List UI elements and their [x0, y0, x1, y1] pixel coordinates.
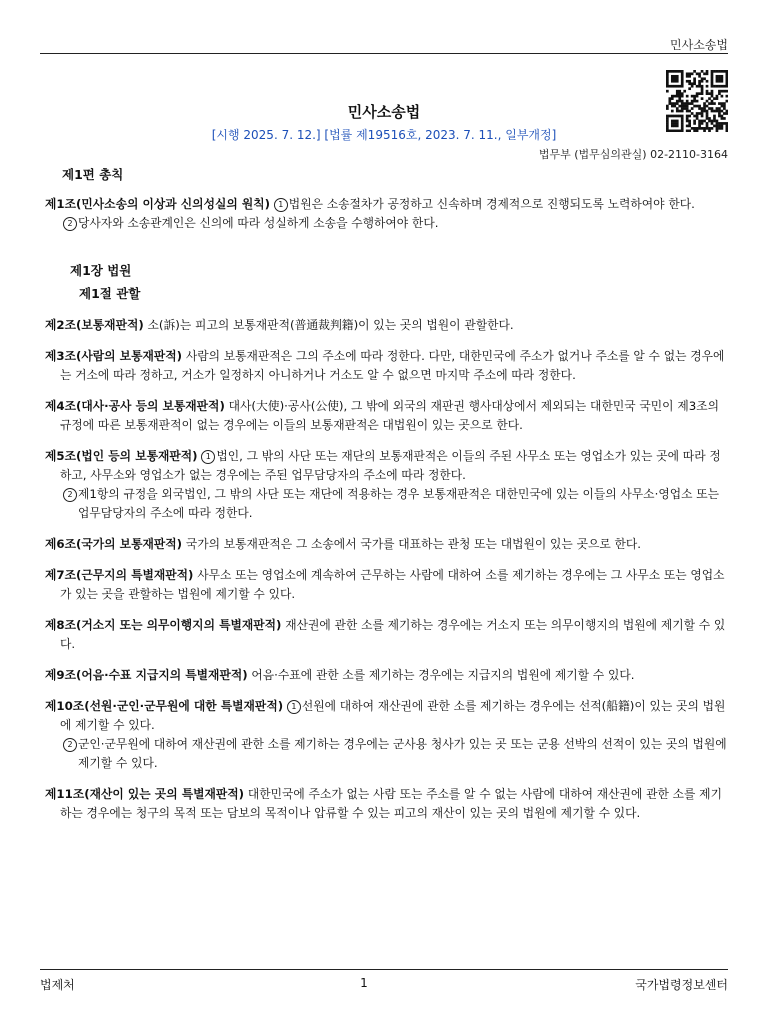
article-title: 제10조(선원·군인·군무원에 대한 특별재판적)	[45, 699, 284, 713]
article-paragraph	[45, 697, 730, 735]
section-heading: 제1절 관할	[79, 286, 141, 301]
article-title: 제1조(민사소송의 이상과 신의성실의 원칙)	[45, 197, 271, 211]
article-1	[45, 195, 730, 233]
article-text: 군인·군무원에 대하여 재산권에 관한 소를 제기하는 경우에는 군사용 청사가 있는 곳 또는 군용 선박의 선적이 있는 곳의 법원에 제기할 수 있다.	[78, 737, 727, 770]
paragraph-number: 2	[63, 738, 77, 752]
header-law-name: 민사소송법	[670, 38, 728, 52]
article-paragraph	[45, 316, 730, 335]
article-text: 제1항의 규정을 외국법인, 그 밖의 사단 또는 재단에 적용하는 경우 보통재판적은 대한민국에 있는 이들의 사무소·영업소 또는 업무담당자의 주소에 따라 정한다.	[78, 487, 720, 520]
article-text: 법인, 그 밖의 사단 또는 재단의 보통재판적은 이들의 주된 사무소 또는 영업소가 있는 곳에 따라 정하고, 사무소와 영업소가 없는 경우에는 주된 업무담당자의 주소에 따라 정한다.	[60, 449, 721, 482]
article-7	[45, 566, 730, 604]
article-title: 제2조(보통재판적)	[45, 318, 144, 332]
article-paragraph	[45, 735, 730, 773]
article-title: 제6조(국가의 보통재판적)	[45, 537, 183, 551]
paragraph-number: 2	[63, 217, 77, 231]
header-divider	[40, 53, 728, 54]
article-10	[45, 697, 730, 773]
article-paragraph	[45, 666, 730, 685]
article-text: 법원은 소송절차가 공정하고 신속하며 경제적으로 진행되도록 노력하여야 한다.	[288, 197, 695, 211]
paragraph-number: 2	[63, 488, 77, 502]
article-text: 국가의 보통재판적은 그 소송에서 국가를 대표하는 관청 또는 대법원이 있는 곳으로 한다.	[185, 537, 642, 551]
part-heading: 제1편 총칙	[62, 167, 124, 182]
article-paragraph	[45, 616, 730, 654]
footer-center-name: 국가법령정보센터	[635, 978, 728, 992]
article-text: 사람의 보통재판적은 그의 주소에 따라 정한다. 다만, 대한민국에 주소가 없거나 주소를 알 수 없는 경우에는 거소에 따라 정하고, 거소가 일정하지 아니하거나 거소도 알 수 없으면 마지막 주소에 따라 정한다.	[60, 349, 725, 382]
article-text: 당사자와 소송관계인은 신의에 따라 성실하게 소송을 수행하여야 한다.	[78, 216, 439, 230]
article-title: 제11조(재산이 있는 곳의 특별재판적)	[45, 787, 245, 801]
article-title: 제5조(법인 등의 보통재판적)	[45, 449, 198, 463]
article-paragraph	[45, 447, 730, 485]
article-paragraph	[45, 347, 730, 385]
article-text: 대한민국에 주소가 없는 사람 또는 주소를 알 수 없는 사람에 대하여 재산권에 관한 소를 제기하는 경우에는 청구의 목적 또는 담보의 목적이나 압류할 수 있는 피고의 재산이 있는 곳의 법원에 제기할 수 있다.	[60, 787, 722, 820]
article-11	[45, 785, 730, 823]
article-title: 제9조(어음·수표 지급지의 특별재판적)	[45, 668, 248, 682]
paragraph-number: 1	[201, 450, 215, 464]
paragraph-number: 1	[274, 198, 288, 212]
article-9	[45, 666, 730, 685]
page-title: 민사소송법	[347, 103, 421, 121]
paragraph-number: 1	[287, 700, 301, 714]
article-paragraph	[45, 397, 730, 435]
article-paragraph	[45, 214, 730, 233]
article-text: 재산권에 관한 소를 제기하는 경우에는 거소지 또는 의무이행지의 법원에 제기할 수 있다.	[60, 618, 726, 651]
article-title: 제4조(대사·공사 등의 보통재판적)	[45, 399, 225, 413]
article-2	[45, 316, 730, 335]
article-title: 제3조(사람의 보통재판적)	[45, 349, 183, 363]
footer-divider	[40, 969, 728, 970]
document-body	[45, 166, 730, 823]
ministry-contact: 법무부 (법무심의관실) 02-2110-3164	[538, 148, 728, 161]
article-text: 대사(大使)·공사(公使), 그 밖에 외국의 재판권 행사대상에서 제외되는 대한민국 국민이 제3조의 규정에 따른 보통재판적이 없는 경우에는 이들의 보통재판적은 대법원이 있는 곳으로 한다.	[60, 399, 720, 432]
article-paragraph	[45, 485, 730, 523]
article-text: 사무소 또는 영업소에 계속하여 근무하는 사람에 대하여 소를 제기하는 경우에는 그 사무소 또는 영업소가 있는 곳을 관할하는 법원에 제기할 수 있다.	[60, 568, 725, 601]
article-title: 제7조(근무지의 특별재판적)	[45, 568, 194, 582]
article-paragraph	[45, 566, 730, 604]
footer-page-number: 1	[360, 976, 368, 990]
footer-source: 법제처	[40, 978, 75, 992]
article-paragraph	[45, 785, 730, 823]
article-paragraph	[45, 535, 730, 554]
article-4	[45, 397, 730, 435]
article-8	[45, 616, 730, 654]
chapter-heading: 제1장 법원	[70, 263, 132, 278]
article-title: 제8조(거소지 또는 의무이행지의 특별재판적)	[45, 618, 282, 632]
article-text: 선원에 대하여 재산권에 관한 소를 제기하는 경우에는 선적(船籍)이 있는 곳의 법원에 제기할 수 있다.	[60, 699, 726, 732]
enforcement-info[interactable]: [시행 2025. 7. 12.] [법률 제19516호, 2023. 7. 11., 일부개정]	[211, 128, 557, 142]
article-text: 어음·수표에 관한 소를 제기하는 경우에는 지급지의 법원에 제기할 수 있다.	[251, 668, 635, 682]
article-text: 소(訴)는 피고의 보통재판적(普通裁判籍)이 있는 곳의 법원이 관할한다.	[147, 318, 514, 332]
article-3	[45, 347, 730, 385]
article-6	[45, 535, 730, 554]
article-5	[45, 447, 730, 523]
article-paragraph	[45, 195, 730, 214]
